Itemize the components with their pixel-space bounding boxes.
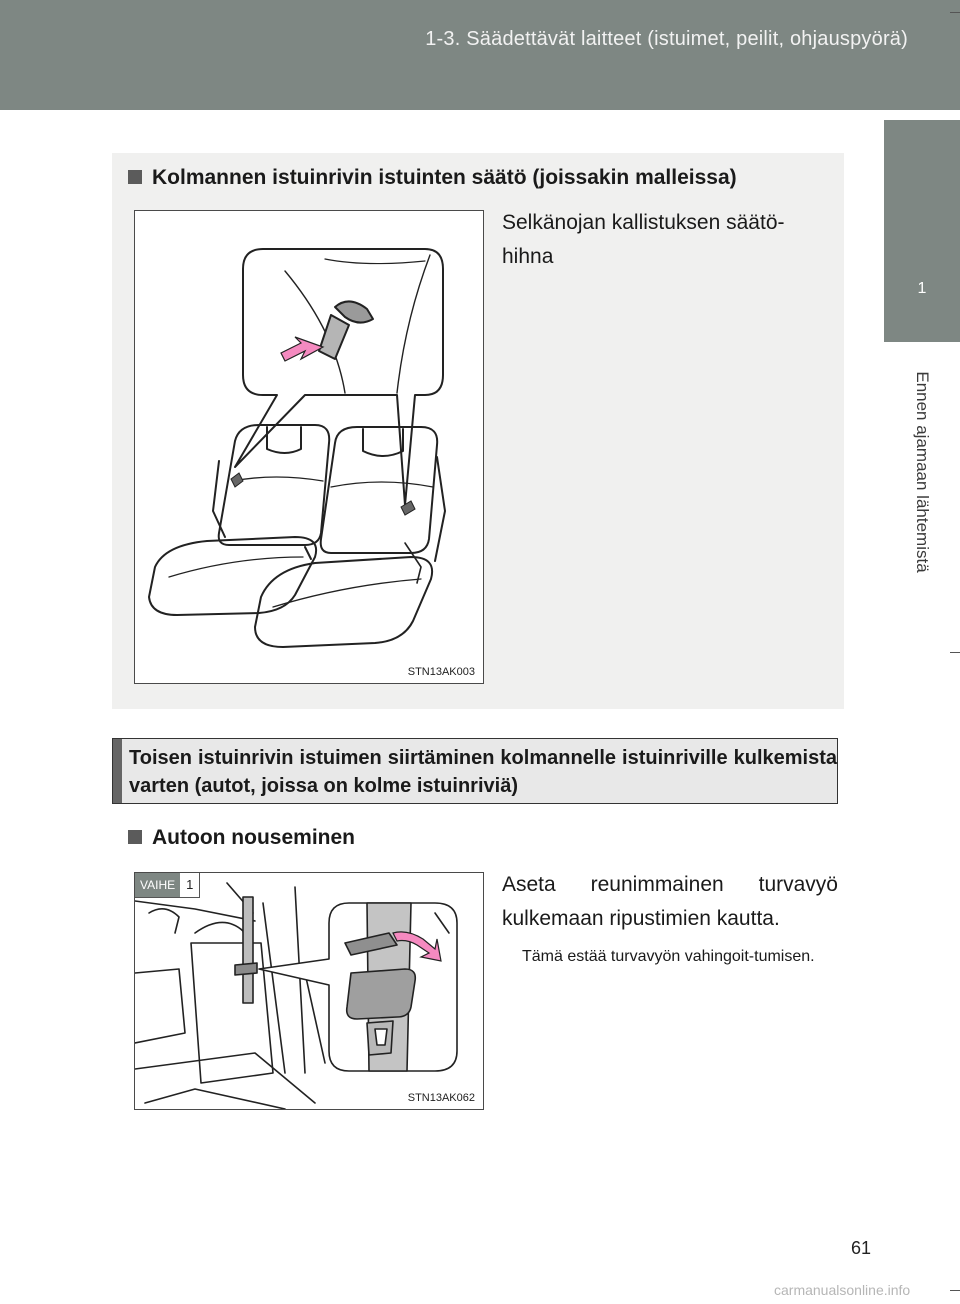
seat-illustration [135,211,483,683]
figure-code: STN13AK003 [407,666,475,678]
figure-third-row-seats [134,210,484,684]
section-heading [112,738,838,804]
figure-caption: Selkänojan kallistuksen säätö-hihna [502,211,785,268]
subsection-title: Autoon nouseminen [128,826,355,850]
page-header [0,0,960,110]
chapter-tab-number: 1 [917,280,927,297]
watermark-text: carmanualsonline.info [774,1282,911,1298]
chapter-title: 1-3. Säädettävät laitteet (istuimet, peilit, ohjauspyörä) [425,28,908,50]
heading-accent-bar [113,739,122,803]
figure-seatbelt-hanger [134,872,484,1110]
step-note: Tämä estää turvavyön vahingoit-tumisen. [522,948,815,965]
crop-mark [950,1290,960,1291]
crop-mark [950,12,960,13]
seatbelt-illustration [135,873,483,1109]
chapter-tab-label: Ennen ajamaan lähtemistä [913,371,932,573]
chapter-tab [884,120,960,342]
bullet-square-icon [128,170,142,184]
section-title: Kolmannen istuinrivin istuinten säätö (joissakin malleissa) [128,166,737,190]
section-heading-text: Toisen istuinrivin istuimen siirtäminen kolmannelle istuinriville kulkemista varten (autot, joissa on kolme istuinriviä) [129,747,837,797]
page-number: 61 [851,1238,872,1258]
step-label: VAIHE [135,873,180,897]
crop-mark [950,652,960,653]
step-number: 1 [180,873,199,897]
step-badge [135,873,200,898]
bullet-square-icon [128,830,142,844]
step-instruction: Aseta reunimmainen turvavyö kulkemaan ripustimien kautta. [502,873,838,930]
figure-code: STN13AK062 [407,1092,475,1104]
